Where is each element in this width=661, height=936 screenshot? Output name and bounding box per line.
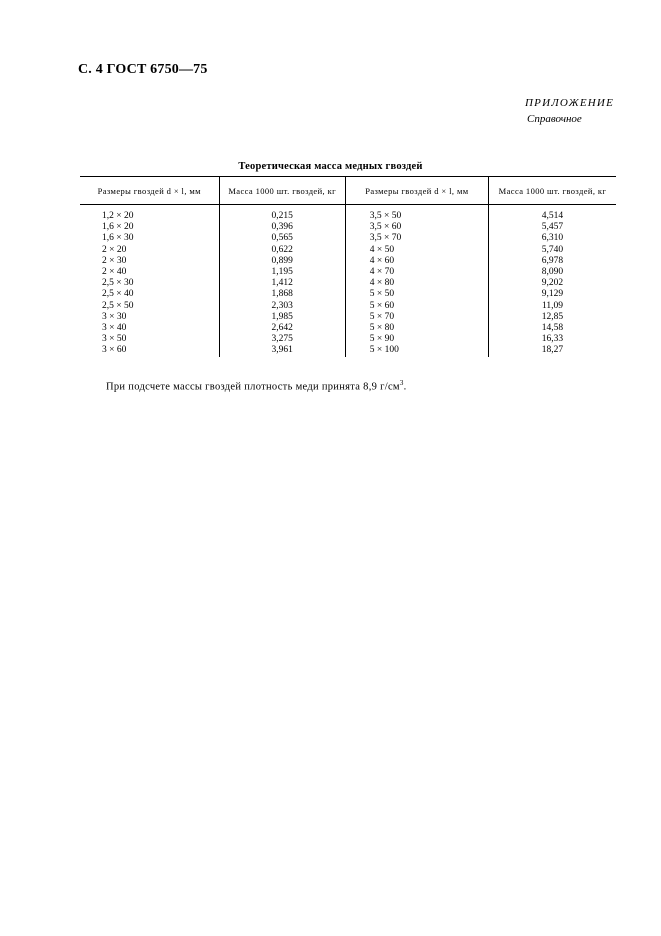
table-cell: 0,215 (219, 205, 345, 223)
table-cell: 4 × 60 (345, 256, 488, 267)
table-cell: 0,622 (219, 245, 345, 256)
table-cell: 5 × 80 (345, 323, 488, 334)
appendix-block (525, 95, 614, 127)
table-cell: 5 × 50 (345, 289, 488, 300)
table-cell: 2,5 × 50 (102, 300, 134, 311)
table-cell: 1,412 (219, 278, 345, 289)
table-row (80, 233, 616, 244)
table-row (80, 323, 616, 334)
page-header: С. 4 ГОСТ 6750—75 (78, 62, 208, 77)
table-cell: 16,33 (488, 334, 616, 345)
table-cell: 1,195 (219, 267, 345, 278)
appendix-sublabel: Справочное (527, 113, 582, 125)
table-cell: 1,868 (219, 289, 345, 300)
table-cell: 6,310 (488, 233, 616, 244)
table-cell: 8,090 (488, 267, 616, 278)
table-cell: 3,961 (219, 345, 345, 356)
table-cell: 5 × 100 (345, 345, 488, 356)
table-cell: 1,2 × 20 (102, 211, 134, 221)
table-cell: 3 × 50 (102, 334, 127, 345)
table-cell: 1,6 × 30 (102, 233, 134, 244)
table-cell: 9,202 (488, 278, 616, 289)
table-cell: 5 × 90 (345, 334, 488, 345)
table-header-row (80, 177, 616, 205)
table-cell: 2,5 × 40 (102, 289, 134, 300)
table-cell: 4 × 70 (345, 267, 488, 278)
table-cell: 4 × 80 (345, 278, 488, 289)
table-cell: 14,58 (488, 323, 616, 334)
table-row (80, 334, 616, 345)
table-cell: 4 × 50 (345, 245, 488, 256)
table-cell: 2 × 30 (102, 255, 127, 266)
table-row (80, 345, 616, 356)
appendix-label: ПРИЛОЖЕНИЕ (525, 97, 614, 109)
column-header: Размеры гвоздей d × l, мм (345, 177, 488, 205)
table-cell: 0,899 (219, 256, 345, 267)
table-cell: 2 × 20 (102, 244, 127, 255)
table-cell: 3 × 30 (102, 311, 127, 322)
table-cell: 3 × 60 (102, 345, 127, 356)
column-header: Масса 1000 шт. гвоздей, кг (488, 177, 616, 205)
table-row (80, 278, 616, 289)
nail-mass-table (80, 176, 616, 357)
column-header: Размеры гвоздей d × l, мм (80, 177, 219, 205)
table-cell: 3,5 × 60 (345, 222, 488, 233)
table-cell: 4,514 (488, 205, 616, 223)
density-note (106, 379, 407, 393)
table-cell: 5,740 (488, 245, 616, 256)
table-cell: 3,5 × 70 (345, 233, 488, 244)
table-row (80, 289, 616, 300)
table-row (80, 312, 616, 323)
table-cell: 9,129 (488, 289, 616, 300)
table-row (80, 256, 616, 267)
table-cell: 0,396 (219, 222, 345, 233)
note-text: При подсчете массы гвоздей плотность меди принята 8,9 г/см (106, 381, 400, 393)
table-cell: 12,85 (488, 312, 616, 323)
table-row (80, 245, 616, 256)
note-suffix: . (403, 381, 407, 393)
table-cell: 18,27 (488, 345, 616, 356)
table-row (80, 267, 616, 278)
table-cell: 2,5 × 30 (102, 278, 134, 289)
table-cell: 1,6 × 20 (102, 222, 134, 233)
table-row (80, 205, 616, 223)
table-cell: 5 × 70 (345, 312, 488, 323)
table-cell: 0,565 (219, 233, 345, 244)
table-row (80, 222, 616, 233)
column-header: Масса 1000 шт. гвоздей, кг (219, 177, 345, 205)
note-superscript: 3 (399, 379, 404, 387)
table-cell: 5 × 60 (345, 301, 488, 312)
table-cell: 3 × 40 (102, 323, 127, 334)
table-cell: 5,457 (488, 222, 616, 233)
table-cell: 3,275 (219, 334, 345, 345)
table-cell: 11,09 (488, 301, 616, 312)
table-cell: 6,978 (488, 256, 616, 267)
table-cell: 2,642 (219, 323, 345, 334)
table-cell: 2 × 40 (102, 267, 127, 278)
table-cell: 3,5 × 50 (345, 205, 488, 223)
table-title: Теоретическая масса медных гвоздей (238, 161, 423, 172)
table-cell: 2,303 (219, 301, 345, 312)
table-cell: 1,985 (219, 312, 345, 323)
table-row (80, 301, 616, 312)
